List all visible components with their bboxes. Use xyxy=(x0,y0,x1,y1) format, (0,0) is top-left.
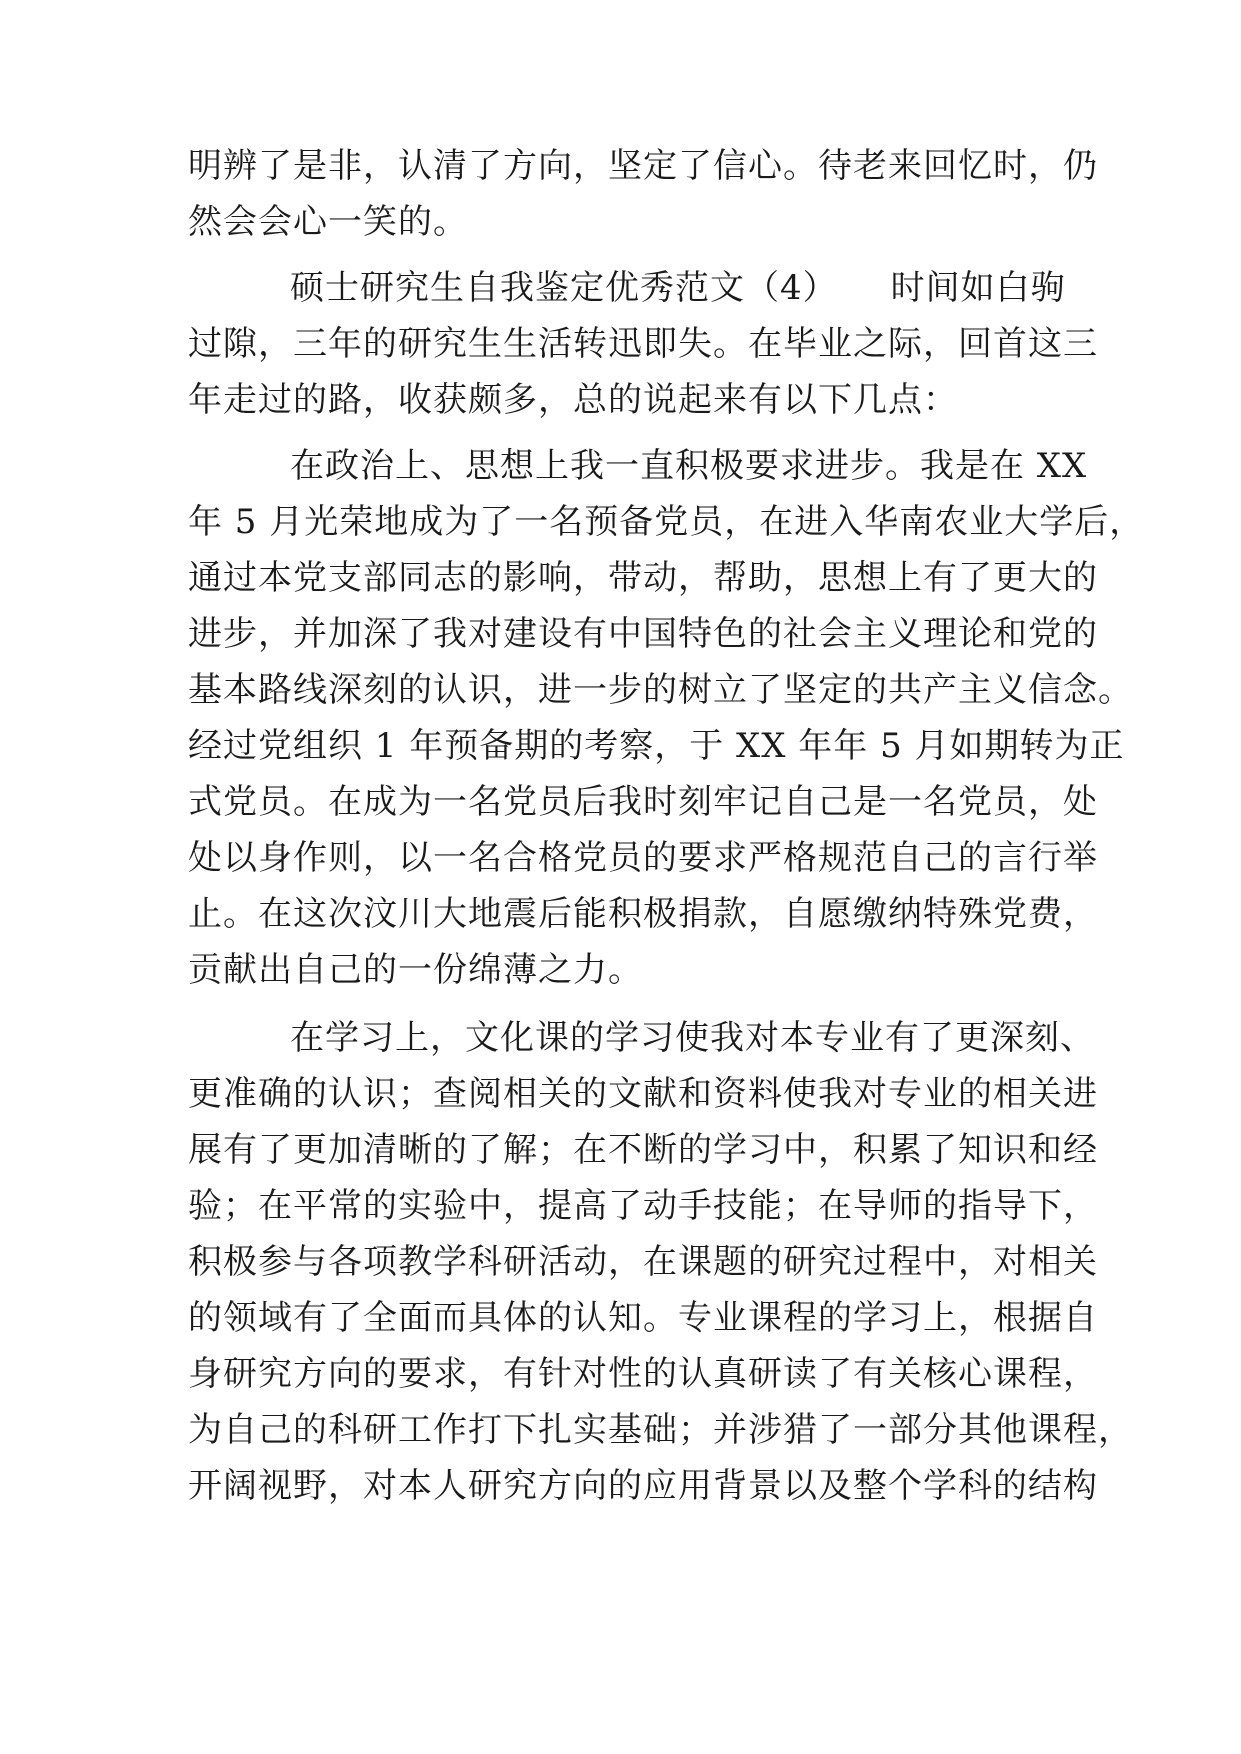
text-line: 更准确的认识；查阅相关的文献和资料使我对专业的相关进 xyxy=(188,1074,1098,1114)
text-line: 开阔视野，对本人研究方向的应用背景以及整个学科的结构 xyxy=(188,1466,1098,1506)
text-line: 的领域有了全面而具体的认知。专业课程的学习上，根据自 xyxy=(188,1298,1098,1338)
text-line: 积极参与各项教学科研活动，在课题的研究过程中，对相关 xyxy=(188,1242,1098,1282)
section-heading-line: 硕士研究生自我鉴定优秀范文（4） 时间如白驹 xyxy=(290,268,1066,308)
text-line: 基本路线深刻的认识，进一步的树立了坚定的共产主义信念。 xyxy=(188,670,1133,710)
text-line: 止。在这次汶川大地震后能积极捐款，自愿缴纳特殊党费， xyxy=(188,894,1098,934)
text-line: 然会会心一笑的。 xyxy=(188,202,468,242)
text-line: 验；在平常的实验中，提高了动手技能；在导师的指导下， xyxy=(188,1186,1098,1226)
text-line: 通过本党支部同志的影响，带动，帮助，思想上有了更大的 xyxy=(188,558,1098,598)
paragraph-first-line: 在政治上、思想上我一直积极要求进步。我是在 XX xyxy=(290,446,1088,486)
text-line: 年 5 月光荣地成为了一名预备党员，在进入华南农业大学后， xyxy=(188,502,1145,542)
text-line: 年走过的路，收获颇多，总的说起来有以下几点： xyxy=(188,380,958,420)
text-line: 贡献出自己的一份绵薄之力。 xyxy=(188,950,643,990)
paragraph-first-line: 在学习上，文化课的学习使我对本专业有了更深刻、 xyxy=(290,1018,1095,1058)
text-line: 进步，并加深了我对建设有中国特色的社会主义理论和党的 xyxy=(188,614,1098,654)
text-line: 为自己的科研工作打下扎实基础；并涉猎了一部分其他课程， xyxy=(188,1410,1133,1450)
text-line: 经过党组织 1 年预备期的考察，于 XX 年年 5 月如期转为正 xyxy=(188,726,1125,766)
text-line: 展有了更加清晰的了解；在不断的学习中，积累了知识和经 xyxy=(188,1130,1098,1170)
text-line: 过隙，三年的研究生生活转迅即失。在毕业之际，回首这三 xyxy=(188,324,1098,364)
text-line: 处以身作则，以一名合格党员的要求严格规范自己的言行举 xyxy=(188,838,1098,878)
text-line: 身研究方向的要求，有针对性的认真研读了有关核心课程， xyxy=(188,1354,1098,1394)
text-line: 式党员。在成为一名党员后我时刻牢记自己是一名党员，处 xyxy=(188,782,1098,822)
text-line: 明辨了是非，认清了方向，坚定了信心。待老来回忆时，仍 xyxy=(188,146,1098,186)
